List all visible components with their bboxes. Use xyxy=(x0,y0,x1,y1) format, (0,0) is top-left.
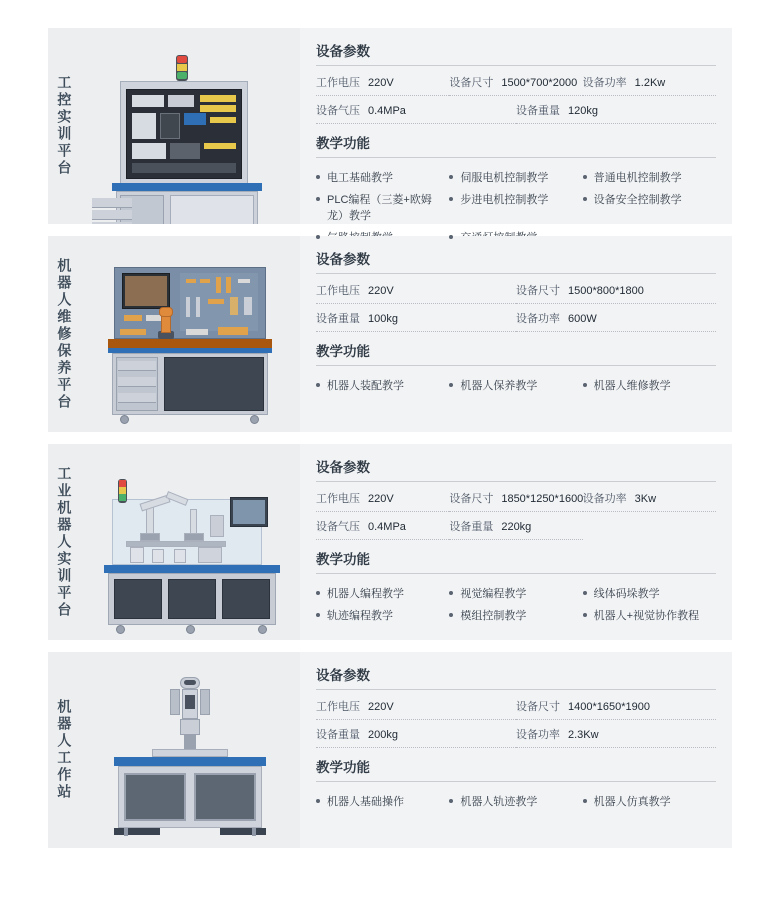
param-value: 1500*800*1800 xyxy=(568,285,644,297)
bullet-icon xyxy=(583,197,587,201)
product-image-2 xyxy=(80,236,300,432)
function-label: 线体码垛教学 xyxy=(593,588,660,600)
function-item xyxy=(583,166,716,188)
param-item xyxy=(516,276,716,304)
bullet-icon xyxy=(583,383,587,387)
bullet-icon xyxy=(583,799,587,803)
param-item xyxy=(449,68,582,96)
param-key: 设备尺寸 xyxy=(449,493,494,505)
functions-list-2 xyxy=(316,370,716,396)
bullet-icon xyxy=(316,235,320,239)
function-item xyxy=(316,374,449,396)
function-item xyxy=(316,166,449,188)
param-key: 设备气压 xyxy=(316,105,360,117)
function-item xyxy=(449,166,582,188)
illustration-maintenance-bench xyxy=(90,245,290,423)
param-value: 100kg xyxy=(368,313,398,325)
param-key: 设备尺寸 xyxy=(516,285,560,297)
product-row-1 xyxy=(48,28,732,224)
side-title-text: 机器人工作站 xyxy=(56,699,73,801)
param-key: 工作电压 xyxy=(316,493,360,505)
param-key: 设备气压 xyxy=(316,521,360,533)
function-label: 伺服电机控制教学 xyxy=(460,172,549,184)
param-key: 设备功率 xyxy=(516,313,560,325)
function-label: 机器人仿真教学 xyxy=(593,796,671,808)
bullet-icon xyxy=(449,175,453,179)
param-key: 设备重量 xyxy=(449,521,494,533)
param-item xyxy=(583,68,716,96)
params-title-1: 设备参数 xyxy=(316,40,716,66)
param-value: 220V xyxy=(368,285,394,297)
param-key: 设备重量 xyxy=(316,313,360,325)
param-key: 设备功率 xyxy=(516,729,560,741)
product-image-1 xyxy=(80,28,300,224)
product-info-4 xyxy=(300,652,732,848)
product-row-4 xyxy=(48,652,732,848)
functions-title-1: 教学功能 xyxy=(316,124,716,158)
bullet-icon xyxy=(316,197,320,201)
function-label: PLC编程（三菱+欧姆龙）教学 xyxy=(327,194,432,222)
side-title-text: 机器人维修保养平台 xyxy=(56,257,73,411)
function-label: 机器人轨迹教学 xyxy=(460,796,538,808)
side-title-3 xyxy=(48,444,80,640)
function-item xyxy=(449,374,582,396)
params-list-2 xyxy=(316,276,716,332)
function-item xyxy=(449,790,582,812)
function-label: 电工基础教学 xyxy=(327,172,393,184)
param-value: 200kg xyxy=(368,729,398,741)
param-value: 220V xyxy=(368,77,394,89)
param-key: 设备尺寸 xyxy=(516,701,560,713)
side-title-text: 工控实训平台 xyxy=(56,75,73,177)
function-label: 模组控制教学 xyxy=(460,610,527,622)
illustration-robot-workstation xyxy=(90,661,290,839)
bullet-icon xyxy=(449,197,453,201)
robot-arm-icon xyxy=(156,305,176,339)
side-title-1 xyxy=(48,28,80,224)
product-image-4 xyxy=(80,652,300,848)
param-item xyxy=(449,484,582,512)
bullet-icon xyxy=(316,383,320,387)
param-key: 设备重量 xyxy=(316,729,360,741)
param-item xyxy=(316,276,516,304)
illustration-robot-training-line xyxy=(90,453,290,631)
product-info-2 xyxy=(300,236,732,432)
param-item xyxy=(316,720,516,748)
side-title-4 xyxy=(48,652,80,848)
function-label: 轨迹编程教学 xyxy=(327,610,393,622)
function-label: 普通电机控制教学 xyxy=(593,172,682,184)
params-list-4 xyxy=(316,692,716,748)
param-item xyxy=(449,512,582,540)
function-item xyxy=(449,582,582,604)
function-label: 机器人编程教学 xyxy=(327,588,404,600)
bullet-icon xyxy=(449,591,453,595)
param-item xyxy=(316,512,449,540)
param-item xyxy=(316,68,449,96)
param-value: 220V xyxy=(368,701,394,713)
side-title-text: 工业机器人实训平台 xyxy=(56,465,73,619)
param-item xyxy=(516,720,716,748)
params-list-1 xyxy=(316,68,716,124)
product-info-3 xyxy=(300,444,732,640)
side-title-2 xyxy=(48,236,80,432)
function-item xyxy=(449,188,582,226)
functions-title-3: 教学功能 xyxy=(316,540,716,574)
function-item xyxy=(316,188,449,226)
product-image-3 xyxy=(80,444,300,640)
bullet-icon xyxy=(449,613,453,617)
param-item xyxy=(316,692,516,720)
function-label: 步进电机控制教学 xyxy=(460,194,549,206)
param-item xyxy=(516,692,716,720)
param-value: 1850*1250*1600 xyxy=(501,493,584,505)
params-list-3 xyxy=(316,484,716,540)
function-item xyxy=(583,604,716,626)
param-value: 1400*1650*1900 xyxy=(568,701,650,713)
bullet-icon xyxy=(316,799,320,803)
function-label: 机器人装配教学 xyxy=(327,380,404,392)
function-item xyxy=(583,790,716,812)
param-value: 3Kw xyxy=(634,493,657,505)
bullet-icon xyxy=(583,175,587,179)
bullet-icon xyxy=(316,613,320,617)
param-key: 设备功率 xyxy=(582,77,627,89)
param-item xyxy=(583,484,716,512)
function-item xyxy=(583,374,716,396)
param-value: 120kg xyxy=(568,105,598,117)
param-item xyxy=(316,96,516,124)
param-value: 220V xyxy=(368,493,394,505)
bullet-icon xyxy=(583,591,587,595)
function-label: 设备安全控制教学 xyxy=(593,194,682,206)
param-key: 设备重量 xyxy=(516,105,560,117)
param-key: 工作电压 xyxy=(316,77,360,89)
param-item xyxy=(316,304,516,332)
product-info-1 xyxy=(300,28,732,224)
param-key: 设备尺寸 xyxy=(449,77,494,89)
function-item xyxy=(583,582,716,604)
params-title-2: 设备参数 xyxy=(316,248,716,274)
function-label: 机器人基础操作 xyxy=(327,796,404,808)
function-item xyxy=(583,188,716,226)
functions-title-2: 教学功能 xyxy=(316,332,716,366)
param-value: 2.3Kw xyxy=(568,729,599,741)
param-value: 1.2Kw xyxy=(634,77,666,89)
params-title-4: 设备参数 xyxy=(316,664,716,690)
param-item-empty xyxy=(583,512,716,540)
param-value: 220kg xyxy=(501,521,532,533)
param-key: 工作电压 xyxy=(316,285,360,297)
bullet-icon xyxy=(316,591,320,595)
bullet-icon xyxy=(449,383,453,387)
param-value: 0.4MPa xyxy=(368,521,406,533)
function-item xyxy=(449,604,582,626)
functions-list-3 xyxy=(316,578,716,626)
param-value: 0.4MPa xyxy=(368,105,406,117)
param-value: 1500*700*2000 xyxy=(501,77,578,89)
param-value: 600W xyxy=(568,313,597,325)
function-label: 机器人保养教学 xyxy=(460,380,538,392)
product-row-3 xyxy=(48,444,732,640)
function-label: 机器人+视觉协作教程 xyxy=(593,610,700,622)
function-label: 机器人维修教学 xyxy=(593,380,671,392)
functions-title-4: 教学功能 xyxy=(316,748,716,782)
product-row-2 xyxy=(48,236,732,432)
function-item xyxy=(316,790,449,812)
bullet-icon xyxy=(583,613,587,617)
param-key: 设备功率 xyxy=(582,493,627,505)
param-item xyxy=(516,96,716,124)
param-item xyxy=(316,484,449,512)
param-key: 工作电压 xyxy=(316,701,360,713)
params-title-3: 设备参数 xyxy=(316,456,716,482)
function-item xyxy=(316,604,449,626)
robot-icon xyxy=(168,677,212,755)
bullet-icon xyxy=(449,799,453,803)
function-item xyxy=(316,582,449,604)
bullet-icon xyxy=(316,175,320,179)
param-item xyxy=(516,304,716,332)
illustration-control-platform xyxy=(90,37,290,215)
functions-list-4 xyxy=(316,786,716,812)
function-label: 视觉编程教学 xyxy=(460,588,527,600)
